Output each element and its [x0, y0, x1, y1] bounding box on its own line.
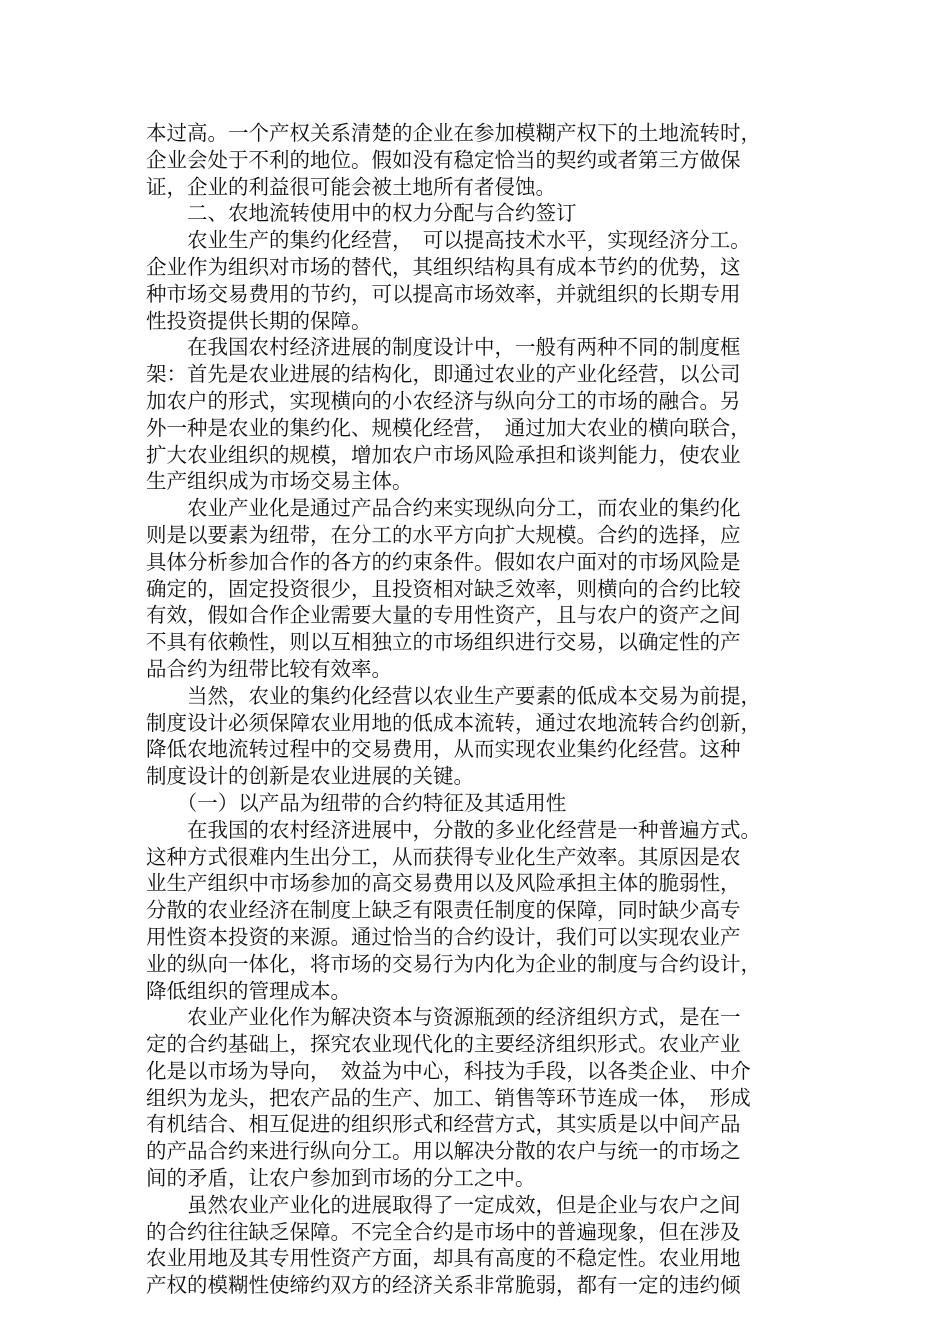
text-line: 农业用地及其专用性资产方面，却具有高度的不稳定性。农业用地: [146, 1246, 741, 1271]
text-line: 农业产业化是通过产品合约来实现纵向分工，而农业的集约化: [146, 496, 741, 521]
text-line: 有效，假如合作企业需要大量的专用性资产，且与农户的资产之间: [146, 603, 741, 628]
text-line: 降低农地流转过程中的交易费用，从而实现农业集约化经营。这种: [146, 737, 741, 762]
text-line: 种市场交易费用的节约，可以提高市场效率，并就组织的长期专用: [146, 281, 741, 306]
text-line: 外一种是农业的集约化、规模化经营， 通过加大农业的横向联合，: [146, 415, 751, 440]
text-line: 架：首先是农业进展的结构化，即通过农业的产业化经营，以公司: [146, 362, 741, 387]
text-line: 组织为龙头，把农产品的生产、加工、销售等环节连成一体， 形成: [146, 1085, 751, 1110]
text-line: 企业作为组织对市场的替代，其组织结构具有成本节约的优势，这: [146, 254, 741, 279]
document-body: [146, 120, 816, 1299]
text-line: 有机结合、相互促进的组织形式和经营方式，其实质是以中间产品: [146, 1112, 741, 1137]
text-line: 确定的，固定投资很少，且投资相对缺乏效率，则横向的合约比较: [146, 576, 741, 601]
text-line: 不具有依赖性，则以互相独立的市场组织进行交易，以确定性的产: [146, 630, 741, 655]
text-line: 扩大农业组织的规模，增加农户市场风险承担和谈判能力，使农业: [146, 442, 741, 467]
text-line: 的产品合约来进行纵向分工。用以解决分散的农户与统一的市场之: [146, 1139, 741, 1164]
text-line: 具体分析参加合作的各方的约束条件。假如农户面对的市场风险是: [146, 549, 741, 574]
text-line: 证，企业的利益很可能会被土地所有者侵蚀。: [146, 174, 556, 199]
text-line: 这种方式很难内生出分工，从而获得专业化生产效率。其原因是农: [146, 844, 741, 869]
text-line: 本过高。一个产权关系清楚的企业在参加模糊产权下的土地流转时，: [146, 121, 761, 145]
text-line: 农业产业化作为解决资本与资源瓶颈的经济组织方式，是在一: [146, 1005, 741, 1030]
text-line: 制度设计的创新是农业进展的关键。: [146, 764, 474, 789]
text-line: 用性资本投资的来源。通过恰当的合约设计，我们可以实现农业产: [146, 924, 741, 949]
text-line: 产权的模糊性使缔约双方的经济关系非常脆弱，都有一定的违约倾: [146, 1273, 741, 1298]
text-line: 当然，农业的集约化经营以农业生产要素的低成本交易为前提，: [146, 683, 761, 708]
text-line: 企业会处于不利的地位。假如没有稳定恰当的契约或者第三方做保: [146, 147, 741, 172]
text-line: 定的合约基础上，探究农业现代化的主要经济组织形式。农业产业: [146, 1032, 741, 1057]
text-line: 降低组织的管理成本。: [146, 978, 351, 1003]
text-line: 间的矛盾，让农户参加到市场的分工之中。: [146, 1166, 536, 1191]
text-line: 的合约往往缺乏保障。不完全合约是市场中的普遍现象，但在涉及: [146, 1219, 741, 1244]
text-line: 制度设计必须保障农业用地的低成本流转，通过农地流转合约创新，: [146, 710, 761, 735]
text-line: 则是以要素为纽带，在分工的水平方向扩大规模。合约的选择，应: [146, 522, 741, 547]
text-line: 化是以市场为导向， 效益为中心，科技为手段，以各类企业、中介: [146, 1058, 751, 1083]
text-line: 农业生产的集约化经营， 可以提高技术水平，实现经济分工。: [146, 228, 751, 253]
text-line: 在我国农村经济进展的制度设计中，一般有两种不同的制度框: [146, 335, 741, 360]
text-line: 性投资提供长期的保障。: [146, 308, 372, 333]
text-line: 二、农地流转使用中的权力分配与合约签订: [146, 201, 577, 226]
text-line: 生产组织成为市场交易主体。: [146, 469, 413, 494]
text-line: （一）以产品为纽带的合约特征及其适用性: [146, 790, 567, 815]
text-line: 加农户的形式，实现横向的小农经济与纵向分工的市场的融合。另: [146, 388, 741, 413]
text-line: 分散的农业经济在制度上缺乏有限责任制度的保障，同时缺少高专: [146, 898, 741, 923]
text-line: 业的纵向一体化，将市场的交易行为内化为企业的制度与合约设计，: [146, 951, 761, 976]
text-line: 业生产组织中市场参加的高交易费用以及风险承担主体的脆弱性，: [146, 871, 741, 896]
text-line: 在我国的农村经济进展中，分散的多业化经营是一种普遍方式。: [146, 817, 761, 842]
text-line: 品合约为纽带比较有效率。: [146, 656, 392, 681]
text-line: 虽然农业产业化的进展取得了一定成效，但是企业与农户之间: [146, 1192, 741, 1217]
